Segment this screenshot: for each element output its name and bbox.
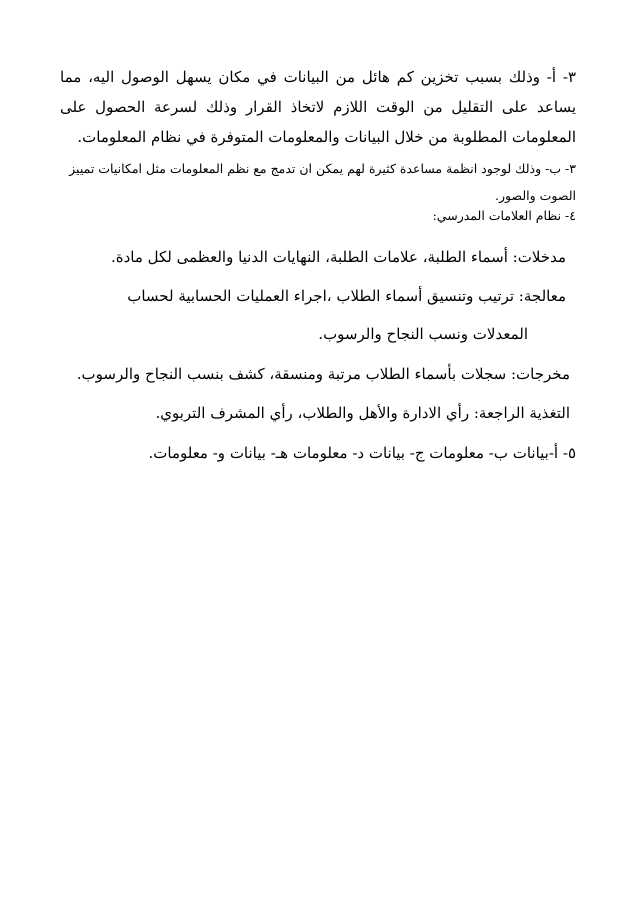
inputs-line: مدخلات: أسماء الطلبة، علامات الطلبة، النهايات الدنيا والعظمى لكل مادة. [110,248,566,266]
feedback-line: التغذية الراجعة: رأي الادارة والأهل والطلاب، رأي المشرف التربوي. [155,404,570,422]
paragraph-3a: ٣- أ- وذلك بسبب تخزين كم هائل من البيانات في مكان يسهل الوصول اليه، مما يساعد على التقليل من الوقت اللازم لاتخاذ القرار وذلك لسرعة الحصول على المعلومات المطلوبة من خلال البيانات والمعلومات المتوفرة في نظام المعلومات. [60,68,576,146]
processing-line-1: معالجة: ترتيب وتنسيق أسماء الطلاب ،اجراء العمليات الحسابية لحساب [127,287,566,305]
processing-line-2: المعدلات ونسب النجاح والرسوب. [318,325,528,343]
outputs-line: مخرجات: سجلات بأسماء الطلاب مرتبة ومنسقة، كشف بنسب النجاح والرسوب. [76,365,570,383]
answers-5-line: ٥- أ-بيانات ب- معلومات ج- بيانات د- معلومات هـ- بيانات و- معلومات. [148,444,576,462]
paragraph-3b: ٣- ب- وذلك لوجود انظمة مساعدة كثيرة لهم يمكن ان تدمج مع نظم المعلومات مثل امكانيات تمييز الصوت والصور. [69,161,576,203]
paragraph-4-heading: ٤- نظام العلامات المدرسي: [432,208,576,223]
